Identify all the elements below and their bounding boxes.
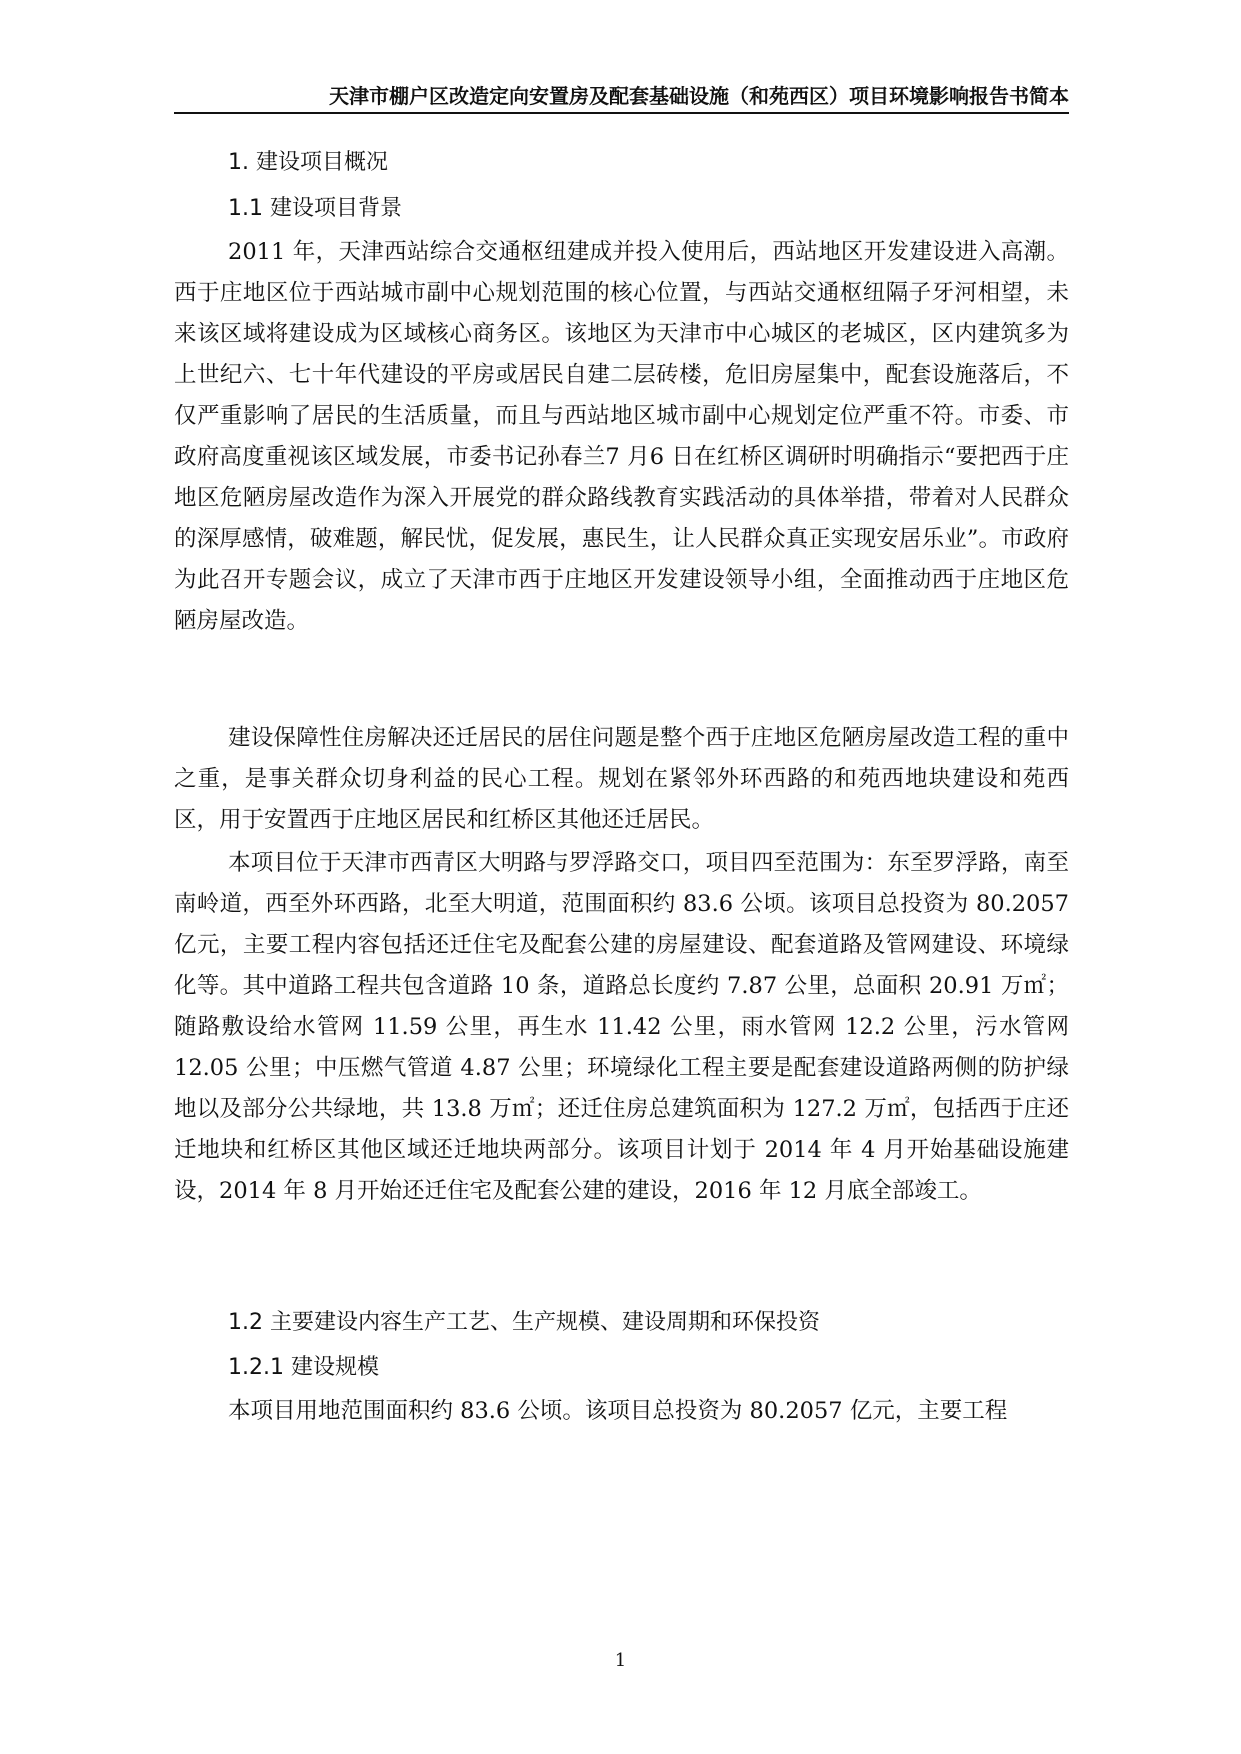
header-rule (174, 112, 1069, 114)
paragraph-housing: 建设保障性住房解决还迁居民的居住问题是整个西于庄地区危陋房屋改造工程的重中之重，是事关群众切身利益的民心工程。规划在紧邻外环西路的和苑西地块建设和苑西区，用于安置西于庄地区居民和红桥区其他还迁居民。 (174, 725, 1069, 833)
paragraph-background: 2011 年，天津西站综合交通枢纽建成并投入使用后，西站地区开发建设进入高潮。西于庄地区位于西站城市副中心规划范围的核心位置，与西站交通枢纽隔子牙河相望，未来该区域将建设成为区域核心商务区。该地区为天津市中心城区的老城区，区内建筑多为上世纪六、七十年代建设的平房或居民自建二层砖楼，危旧房屋集中，配套设施落后，不仅严重影响了居民的生活质量，而且与西站地区城市副中心规划定位严重不符。市委、市政府高度重视该区域发展，市委书记孙春兰7 月6 日在红桥区调研时明确指示“要把西于庄地区危陋房屋改造作为深入开展党的群众路线教育实践活动的具体举措，带着对人民群众的深厚感情，破难题，解民忧，促发展，惠民生，让人民群众真正实现安居乐业”。市政府为此召开专题会议，成立了天津市西于庄地区开发建设领导小组，全面推动西于庄地区危陋房屋改造。 (174, 239, 1069, 634)
paragraph-project-location: 本项目位于天津市西青区大明路与罗浮路交口，项目四至范围为：东至罗浮路，南至南岭道，西至外环西路，北至大明道，范围面积约 83.6 公顷。该项目总投资为 80.2057 亿元，主要工程内容包括还迁住宅及配套公建的房屋建设、配套道路及管网建设、环境绿化等。其中道路工程共包含道路 10 条，道路总长度约 7.87 公里，总面积 20.91 万㎡；随路敷设给水管网 11.59 公里，再生水 11.42 公里，雨水管网 12.2 公里，污水管网 12.05 公里；中压燃气管道 4.87 公里；环境绿化工程主要是配套建设道路两侧的防护绿地以及部分公共绿地，共 13.8 万㎡；还迁住房总建筑面积为 127.2 万㎡，包括西于庄还迁地块和红桥区其他区域还迁地块两部分。该项目计划于 2014 年 4 月开始基础设施建设，2014 年 8 月开始还迁住宅及配套公建的建设，2016 年 12 月底全部竣工。 (174, 850, 1069, 1204)
heading-section-1-2-1: 1.2.1 建设规模 (228, 1355, 379, 1380)
page-number: 1 (614, 1650, 627, 1671)
running-header: 天津市棚户区改造定向安置房及配套基础设施（和苑西区）项目环境影响报告书简本 (329, 84, 1069, 108)
paragraph-construction-scale: 本项目用地范围面积约 83.6 公顷。该项目总投资为 80.2057 亿元，主要工程 (228, 1398, 1008, 1424)
heading-section-1-1: 1.1 建设项目背景 (228, 196, 402, 221)
heading-section-1: 1. 建设项目概况 (228, 150, 388, 175)
heading-section-1-2: 1.2 主要建设内容生产工艺、生产规模、建设周期和环保投资 (228, 1310, 820, 1335)
